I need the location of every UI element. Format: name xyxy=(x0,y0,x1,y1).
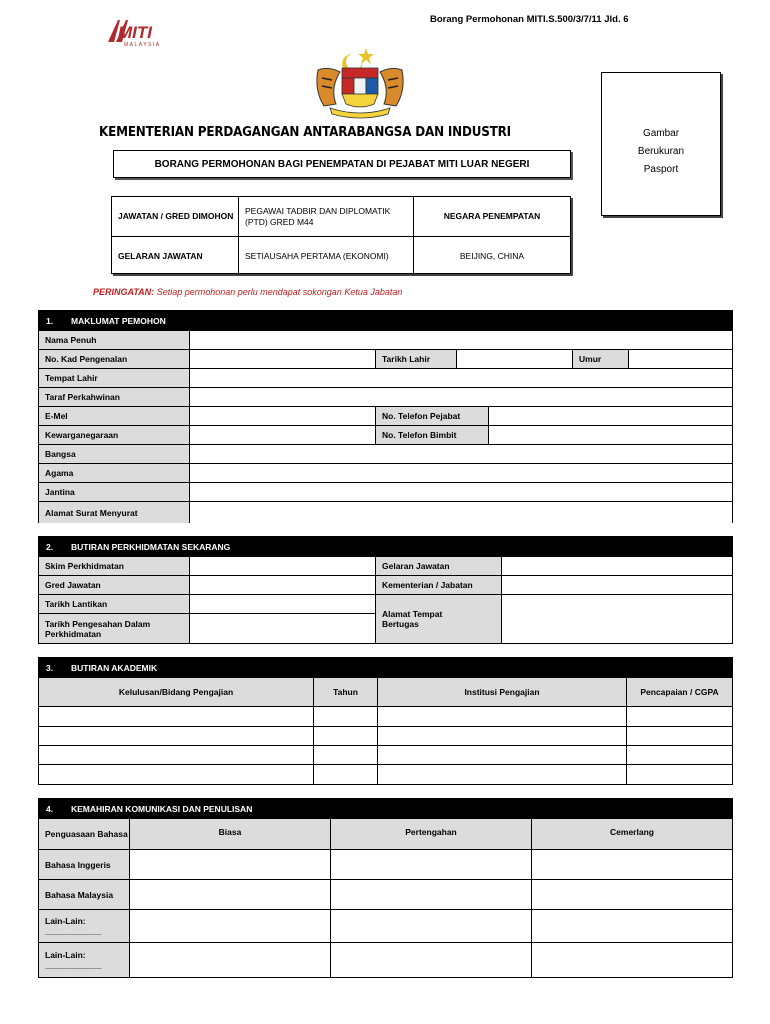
row-malay: Bahasa Malaysia xyxy=(39,880,129,909)
section-communication-skills xyxy=(38,798,733,978)
label-service-scheme: Skim Perkhidmatan xyxy=(39,557,189,575)
country-label: NEGARA PENEMPATAN xyxy=(443,211,541,221)
section-academic xyxy=(38,657,733,785)
section-applicant-info xyxy=(38,310,733,523)
section-header xyxy=(39,799,732,818)
label-appointment-date: Tarikh Lantikan xyxy=(39,595,189,613)
section-number: 3. xyxy=(46,662,54,673)
input-job-title[interactable] xyxy=(502,557,732,575)
row-other-2: Lain-Lain: ____________ xyxy=(39,943,129,977)
label-ic-number: No. Kad Pengenalan xyxy=(39,350,189,368)
position-table xyxy=(111,196,571,274)
input-ic-number[interactable] xyxy=(190,350,375,368)
col-institution: Institusi Pengajian xyxy=(464,687,540,697)
warning-prefix: PERINGATAN: xyxy=(93,287,155,297)
label-religion: Agama xyxy=(39,464,189,482)
label-date-of-birth: Tarikh Lahir xyxy=(376,350,456,368)
label-gender: Jantina xyxy=(39,483,189,501)
section-number: 4. xyxy=(46,803,54,814)
label-work-address: Alamat Tempat Bertugas xyxy=(376,595,501,643)
photo-label-line3: Pasport xyxy=(643,164,679,175)
input-confirmation-date[interactable] xyxy=(190,614,375,643)
input-email[interactable] xyxy=(190,407,375,425)
section-title: MAKLUMAT PEMOHON xyxy=(71,315,166,326)
label-confirmation-date: Tarikh Pengesahan Dalam Perkhidmatan xyxy=(39,614,189,643)
col-year: Tahun xyxy=(333,687,358,697)
input-job-grade[interactable] xyxy=(190,576,375,594)
input-service-scheme[interactable] xyxy=(190,557,375,575)
input-race[interactable] xyxy=(190,445,732,463)
photo-label-line1: Gambar xyxy=(642,128,680,139)
section-title: KEMAHIRAN KOMUNIKASI DAN PENULISAN xyxy=(71,803,253,814)
svg-text:MALAYSIA: MALAYSIA xyxy=(124,42,160,48)
coat-of-arms-icon xyxy=(300,40,420,120)
col-language-mastery: Penguasaan Bahasa xyxy=(39,819,129,849)
label-email: E-Mel xyxy=(39,407,189,425)
label-marital-status: Taraf Perkahwinan xyxy=(39,388,189,406)
input-birth-place[interactable] xyxy=(190,369,732,387)
label-age: Umur xyxy=(573,350,628,368)
label-citizenship: Kewarganegaraan xyxy=(39,426,189,444)
input-ministry-department[interactable] xyxy=(502,576,732,594)
col-basic: Biasa xyxy=(218,827,242,837)
input-date-of-birth[interactable] xyxy=(457,350,572,368)
section-number: 2. xyxy=(46,541,54,552)
label-race: Bangsa xyxy=(39,445,189,463)
label-birth-place: Tempat Lahir xyxy=(39,369,189,387)
input-marital-status[interactable] xyxy=(190,388,732,406)
form-title: BORANG PERMOHONAN BAGI PENEMPATAN DI PEJABAT MITI LUAR NEGERI xyxy=(113,150,571,178)
position-applied-value: PEGAWAI TADBIR DAN DIPLOMATIK (PTD) GRED M44 xyxy=(245,205,391,227)
col-excellent: Cemerlang xyxy=(610,827,654,837)
miti-logo xyxy=(104,16,160,48)
col-intermediate: Pertengahan xyxy=(405,827,457,837)
passport-photo-box[interactable] xyxy=(601,72,721,216)
section-header xyxy=(39,658,732,677)
section-header xyxy=(39,537,732,556)
skills-grid[interactable] xyxy=(130,850,732,977)
section-number: 1. xyxy=(46,315,54,326)
label-ministry-department: Kementerian / Jabatan xyxy=(376,576,501,594)
position-applied-label: JAWATAN / GRED DIMOHON xyxy=(118,211,234,221)
section-header xyxy=(39,311,732,330)
photo-label-line2: Berukuran xyxy=(637,146,685,157)
label-job-title: Gelaran Jawatan xyxy=(376,557,501,575)
input-age[interactable] xyxy=(629,350,732,368)
ministry-name: KEMENTERIAN PERDAGANGAN ANTARABANGSA DAN INDUSTRI xyxy=(99,125,511,140)
label-mailing-address: Alamat Surat Menyurat xyxy=(39,502,189,523)
form-reference-number: Borang Permohonan MITI.S.500/3/7/11 Jld. 6 xyxy=(430,14,629,25)
position-title-value: SETIAUSAHA PERTAMA (EKONOMI) xyxy=(245,250,389,261)
input-citizenship[interactable] xyxy=(190,426,375,444)
input-full-name[interactable] xyxy=(190,331,732,349)
row-other-1: Lain-Lain: ____________ xyxy=(39,910,129,942)
col-cgpa: Pencapaian / CGPA xyxy=(640,687,719,697)
input-religion[interactable] xyxy=(190,464,732,482)
input-work-address[interactable] xyxy=(502,595,732,643)
input-mobile-phone[interactable] xyxy=(489,426,732,444)
svg-text:MITI: MITI xyxy=(118,23,152,42)
input-office-phone[interactable] xyxy=(489,407,732,425)
label-mobile-phone: No. Telefon Bimbit xyxy=(376,426,488,444)
warning-note xyxy=(93,287,402,297)
section-current-service xyxy=(38,536,733,644)
input-gender[interactable] xyxy=(190,483,732,501)
label-job-grade: Gred Jawatan xyxy=(39,576,189,594)
country-value: BEIJING, CHINA xyxy=(459,250,525,261)
input-appointment-date[interactable] xyxy=(190,595,375,613)
col-qualification: Kelulusan/Bidang Pengajian xyxy=(118,687,234,697)
label-office-phone: No. Telefon Pejabat xyxy=(376,407,488,425)
warning-text: Setiap permohonan perlu mendapat sokongan Ketua Jabatan xyxy=(156,287,403,297)
section-title: BUTIRAN PERKHIDMATAN SEKARANG xyxy=(71,541,231,552)
input-mailing-address[interactable] xyxy=(190,502,732,523)
section-title: BUTIRAN AKADEMIK xyxy=(71,662,158,673)
position-title-label: GELARAN JAWATAN xyxy=(118,250,203,261)
label-full-name: Nama Penuh xyxy=(39,331,189,349)
row-english: Bahasa Inggeris xyxy=(39,850,129,879)
